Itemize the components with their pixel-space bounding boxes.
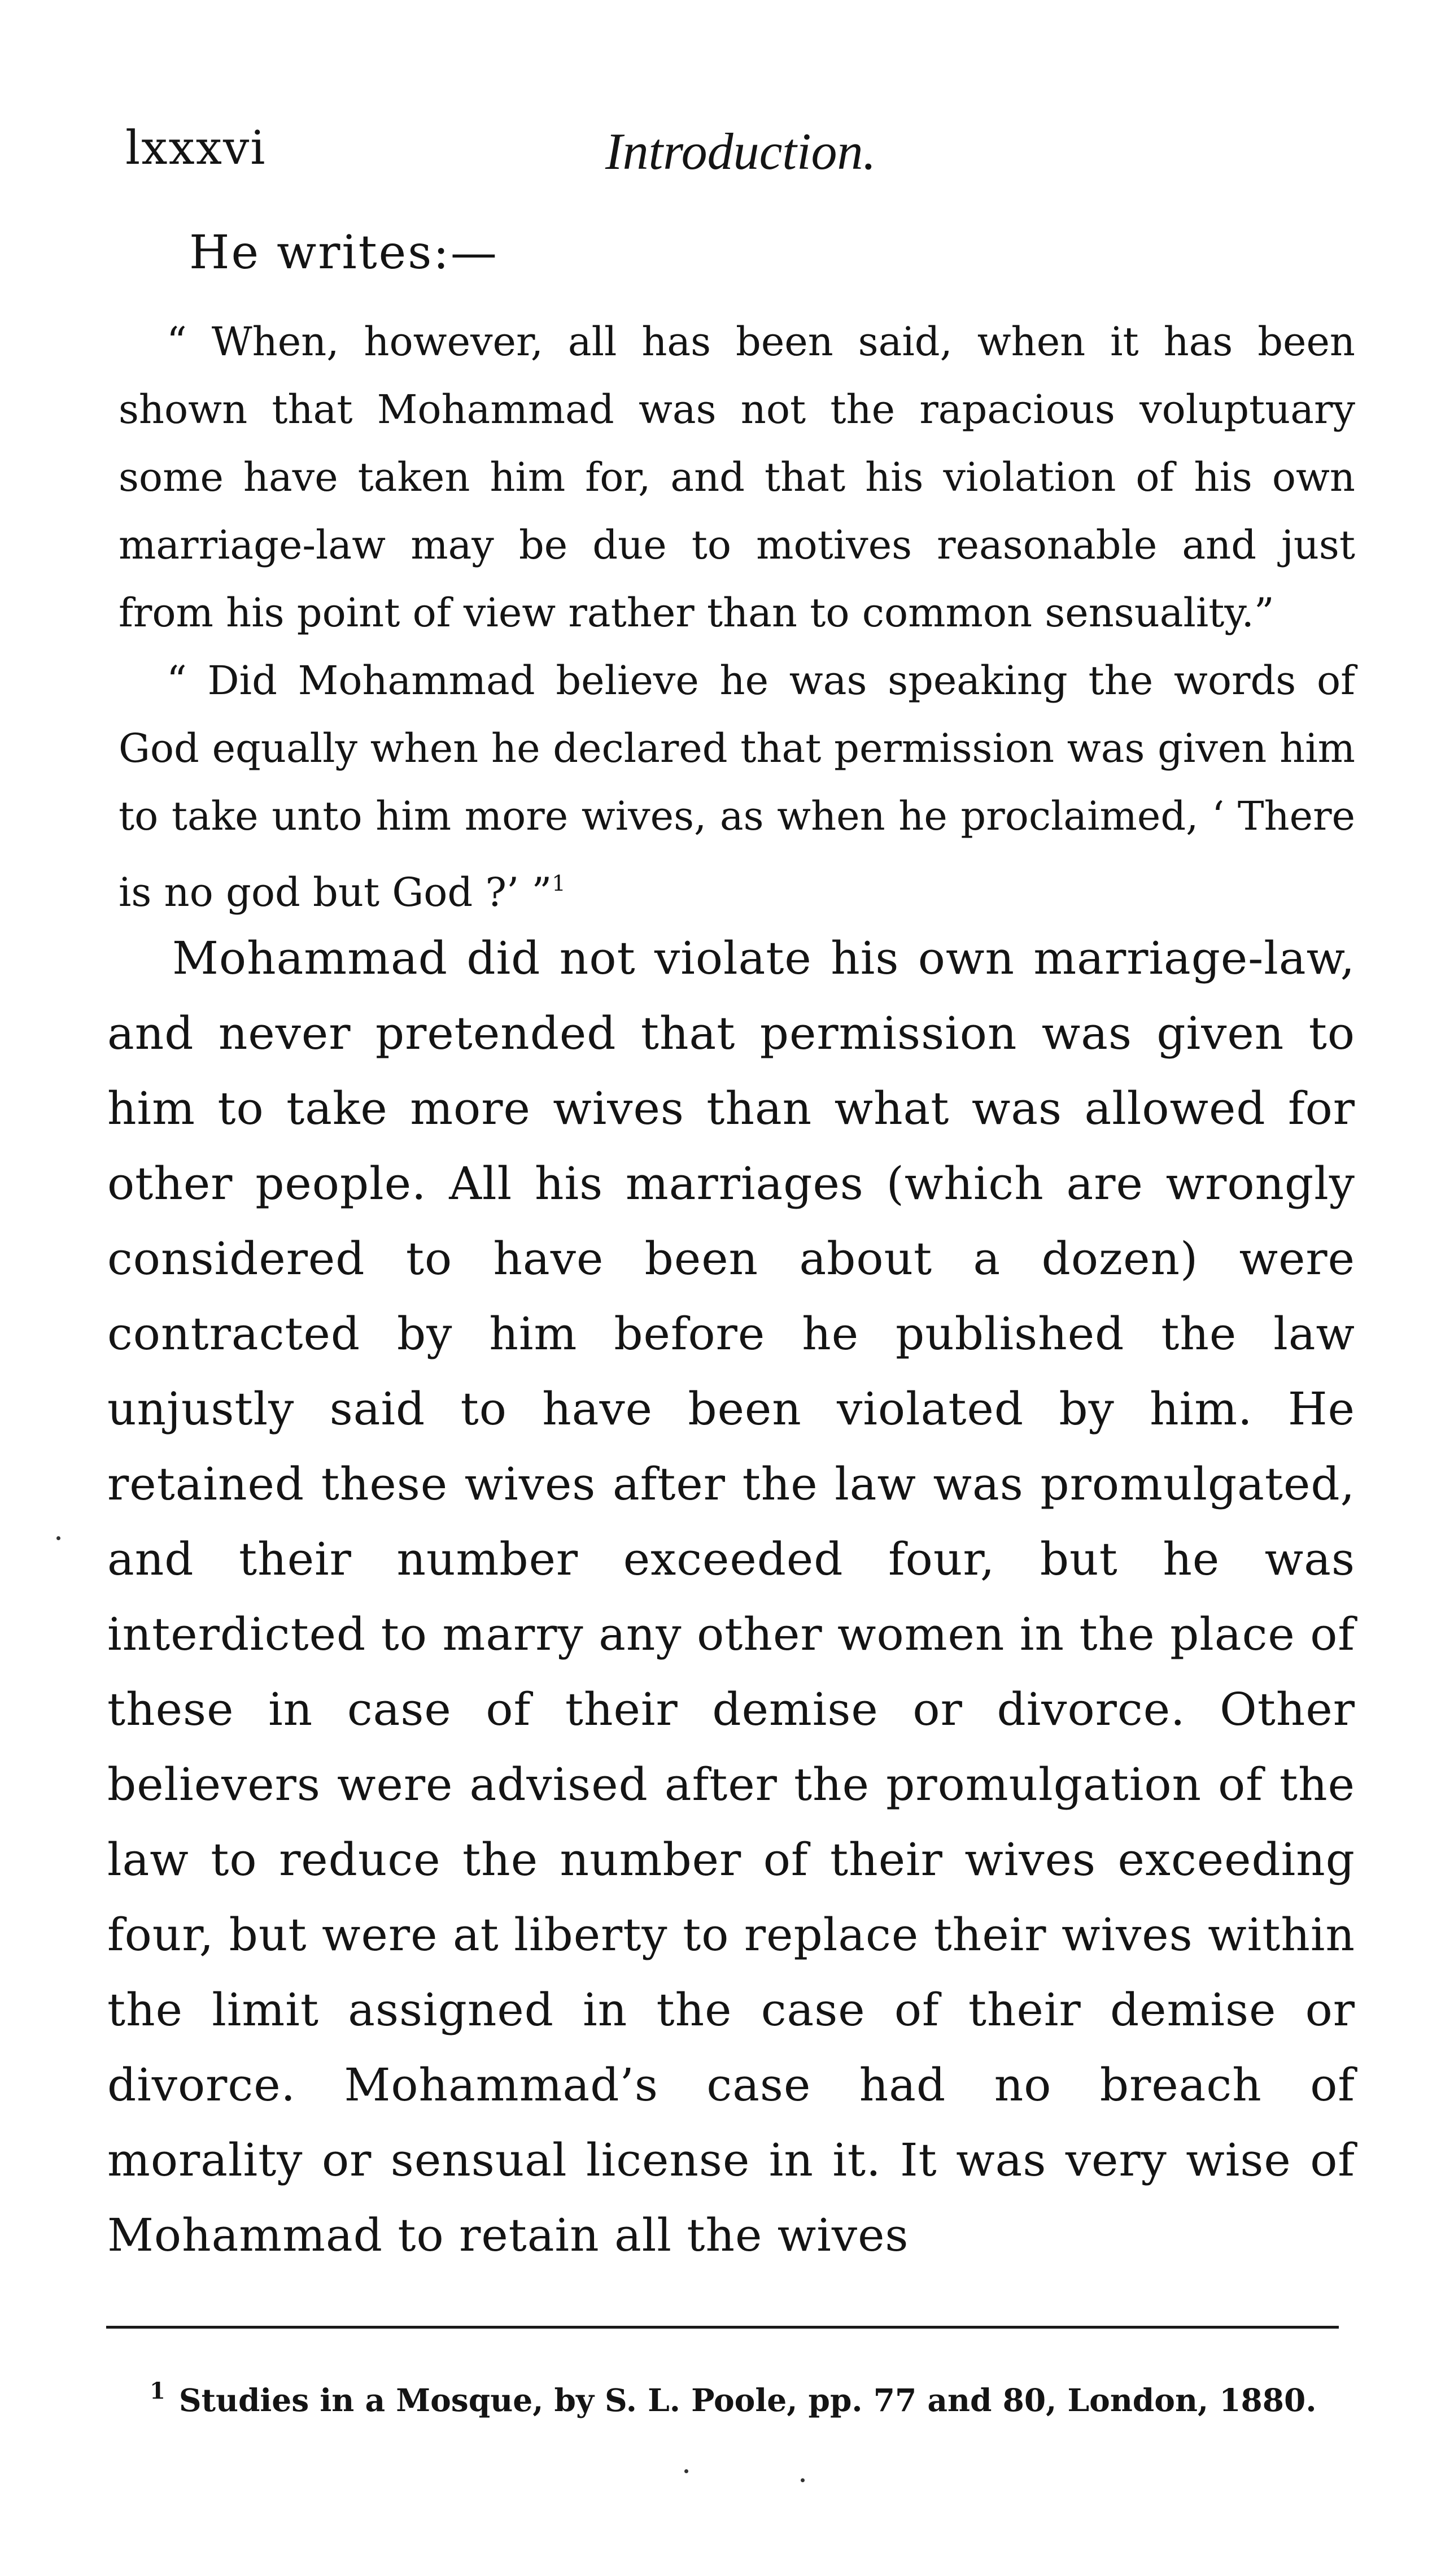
block-quote-2 bbox=[119, 647, 1355, 926]
print-speck bbox=[56, 1536, 60, 1540]
footnote-divider bbox=[106, 2326, 1339, 2329]
print-speck bbox=[801, 2478, 805, 2482]
footnote-reference: 1 bbox=[552, 871, 566, 896]
block-quote-1: “ When, however, all has been said, when it has been shown that Mohammad was not the rapacious voluptuary some have taken him for, and that his violation of his own marriage-law may be due to motives reasonable and just from his point of view rather than to common sensuality.” bbox=[119, 319, 1355, 636]
footnote bbox=[150, 2378, 1316, 2418]
page-header bbox=[125, 121, 1339, 184]
page-number: lxxxvi bbox=[125, 121, 267, 175]
block-quote-2-text: “ Did Mohammad believe he was speaking the words of God equally when he declared that permission was given him to take unto him more wives, as when he proclaimed, ‘ There is no god but God ?’ ” bbox=[119, 657, 1355, 916]
running-title: Introduction. bbox=[605, 123, 876, 180]
print-speck bbox=[684, 2469, 688, 2473]
footnote-marker: 1 bbox=[150, 2378, 165, 2404]
lead-in-text: He writes:— bbox=[189, 226, 499, 280]
footnote-text: Studies in a Mosque, by S. L. Poole, pp. 77 and 80, London, 1880. bbox=[178, 2382, 1317, 2418]
body-paragraph: Mohammad did not violate his own marriage-law, and never pretended that permission was given to him to take more wives than what was allowed for other people. All his marriages (which are wrongly considered to have been about a dozen) were contracted by him before he published the law unjustly said to have been violated by him. He retained these wives after the law was promulgated, and their number exceeded four, but he was interdicted to marry any other women in the place of these in case of their demise or divorce. Other believers were advised after the promulgation of the law to reduce the number of their wives exceeding four, but were at liberty to replace their wives within the limit assigned in the case of their demise or divorce. Mohammad’s case had no breach of morality or sensual license in it. It was very wise of Mohammad to retain all the wives bbox=[107, 932, 1355, 2261]
